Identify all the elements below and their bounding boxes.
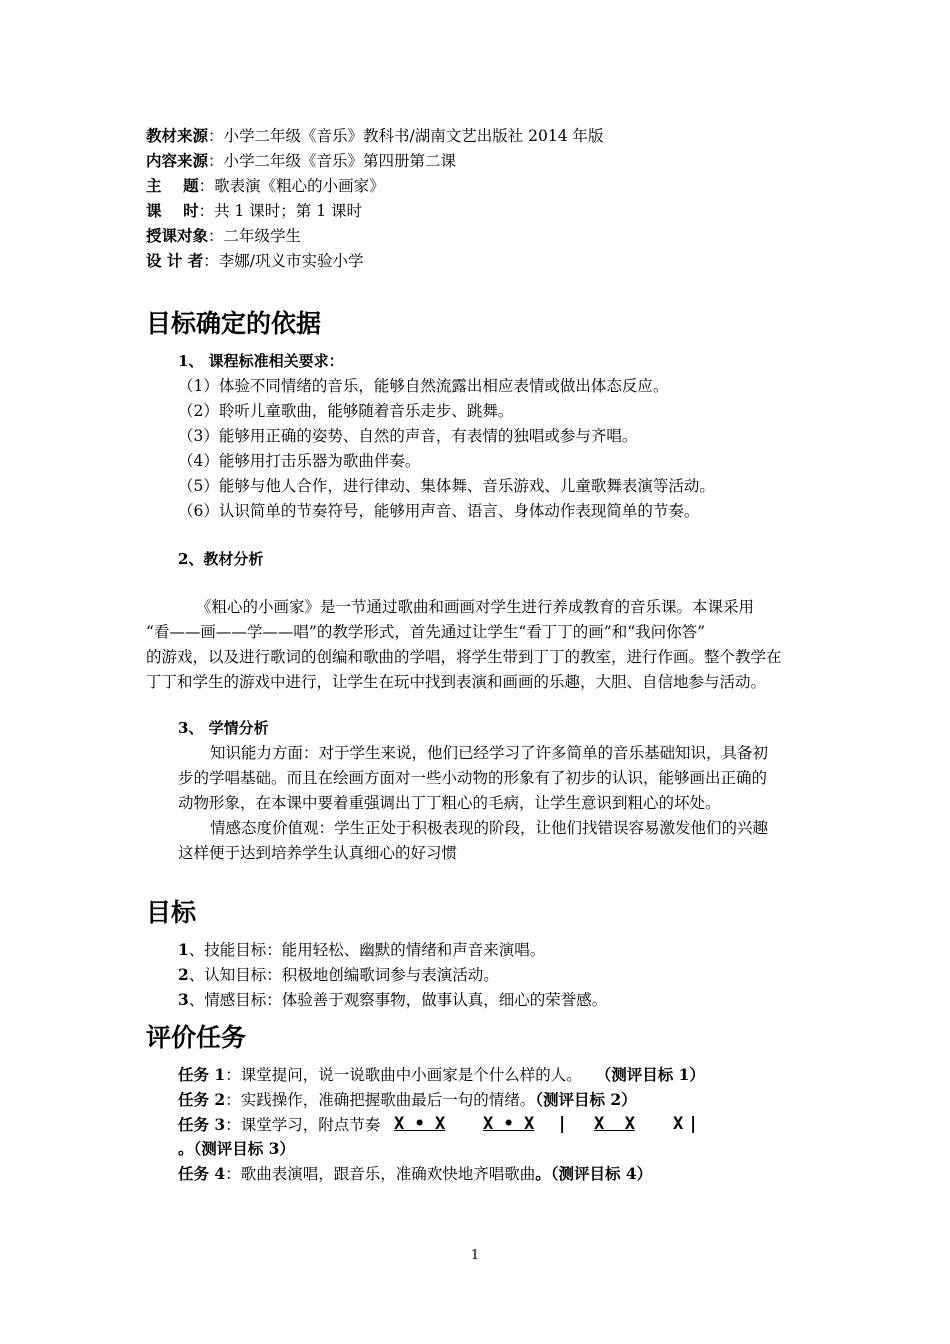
goal-text: 、认知目标：积极地创编歌词参与表演活动。	[188, 966, 499, 984]
goal-item	[178, 989, 607, 1011]
standard-item: （4）能够用打击乐器为歌曲伴奏。	[178, 452, 421, 470]
meta-value: ：二年级学生	[208, 227, 302, 245]
subsection-material-analysis: 2、教材分析	[178, 550, 264, 568]
standard-item: （2）聆听儿童歌曲，能够随着音乐走步、跳舞。	[178, 402, 514, 420]
meta-value: ：小学二年级《音乐》教科书/湖南文艺出版社 2014 年版	[208, 127, 604, 145]
task-label: 任务 1	[178, 1065, 226, 1084]
meta-label: 内容来源	[146, 151, 209, 170]
goal-text: 、技能目标：能用轻松、幽默的情绪和声音来演唱。	[188, 941, 546, 959]
rhythm-note-dotted-1: X • X	[394, 1114, 446, 1134]
rhythm-barline: |	[557, 1114, 568, 1134]
task-4	[178, 1163, 652, 1185]
meta-value: ：李娜/巩义市实验小学	[203, 252, 364, 270]
subsection-standards: 1、 课程标准相关要求：	[178, 352, 344, 370]
task-label: 任务 3	[178, 1115, 226, 1134]
learner-line: 动物形象，在本课中要着重强调出丁丁粗心的毛病，让学生意识到粗心的坏处。	[178, 794, 721, 812]
meta-topic	[146, 175, 385, 197]
rhythm-note-pair: X X	[594, 1114, 635, 1134]
meta-source	[146, 125, 604, 147]
standard-item: （6）认识简单的节奏符号，能够用声音、语言、身体动作表现简单的节奏。	[178, 502, 700, 520]
task-label: 任务 4	[178, 1164, 226, 1183]
goal-number: 3	[178, 990, 189, 1009]
section-title-basis: 目标确定的依据	[146, 309, 322, 338]
task-text: ：实践操作，准确把握歌曲最后一句的情绪。	[225, 1091, 536, 1109]
task-period: 。	[535, 1164, 551, 1183]
section-title-assessment: 评价任务	[146, 1023, 247, 1052]
meta-content	[146, 150, 456, 172]
meta-label: 课 时	[146, 201, 199, 220]
meta-designer	[146, 250, 364, 272]
task-2	[178, 1089, 637, 1111]
analysis-line: “看——画——学——唱”的教学形式，首先通过让学生“看丁丁的画”和“我问你答”	[146, 623, 706, 641]
goal-item	[178, 939, 545, 961]
standard-item: （3）能够用正确的姿势、自然的声音，有表情的独唱或参与齐唱。	[178, 427, 638, 445]
meta-label: 主 题	[146, 176, 199, 195]
task-label: 任务 2	[178, 1090, 226, 1109]
task-3	[178, 1114, 380, 1136]
learner-line: 步的学唱基础。而且在绘画方面对一些小动物的形象有了初步的认识，能够画出正确的	[178, 769, 768, 787]
task-text: ：课堂学习，附点节奏	[225, 1116, 381, 1134]
rhythm-note-single: X	[673, 1114, 684, 1134]
goal-number: 2	[178, 965, 189, 984]
standard-item: （5）能够与他人合作，进行律动、集体舞、音乐游戏、儿童歌舞表演等活动。	[178, 477, 715, 495]
learner-line: 这样便于达到培养学生认真细心的好习惯	[178, 844, 458, 862]
section-title-goals: 目标	[146, 898, 197, 927]
task-3-tag: 。（测评目标 3）	[178, 1139, 295, 1158]
task-tag: （测评目标 2）	[535, 1090, 637, 1109]
task-text: ：歌曲表演唱，跟音乐，准确欢快地齐唱歌曲	[225, 1165, 536, 1183]
analysis-line: 《粗心的小画家》是一节通过歌曲和画画对学生进行养成教育的音乐课。本课采用	[196, 598, 755, 616]
meta-periods	[146, 200, 362, 222]
subsection-learner-analysis: 3、 学情分析	[178, 719, 269, 737]
goal-item	[178, 964, 499, 986]
meta-label: 教材来源	[146, 126, 209, 145]
page-number: 1	[470, 1248, 480, 1263]
goal-number: 1	[178, 940, 189, 959]
analysis-line: 丁丁和学生的游戏中进行，让学生在玩中找到表演和画画的乐趣，大胆、自信地参与活动。	[146, 673, 767, 691]
meta-audience	[146, 225, 301, 247]
meta-value: ：歌表演《粗心的小画家》	[198, 177, 385, 195]
task-tag: （测评目标 4）	[550, 1164, 653, 1183]
rhythm-barline: |	[688, 1114, 699, 1134]
standard-item: （1）体验不同情绪的音乐，能够自然流露出相应表情或做出体态反应。	[178, 377, 669, 395]
rhythm-note-dotted-2: X • X	[483, 1114, 535, 1134]
task-text: ：课堂提问，说一说歌曲中小画家是个什么样的人。	[225, 1066, 582, 1084]
task-tag: （测评目标 1）	[595, 1065, 705, 1084]
analysis-line: 的游戏，以及进行歌词的创编和歌曲的学唱，将学生带到丁丁的教室，进行作画。整个教学在	[146, 648, 782, 666]
meta-value: ：共 1 课时；第 1 课时	[198, 202, 363, 220]
learner-line: 知识能力方面：对于学生来说，他们已经学习了许多简单的音乐基础知识，具备初	[210, 744, 769, 762]
task-1	[178, 1064, 705, 1086]
meta-value: ：小学二年级《音乐》第四册第二课	[208, 152, 457, 170]
goal-text: 、情感目标：体验善于观察事物，做事认真，细心的荣誉感。	[188, 991, 608, 1009]
learner-line: 情感态度价值观：学生正处于积极表现的阶段，让他们找错误容易激发他们的兴趣	[210, 819, 769, 837]
meta-label: 授课对象	[146, 226, 209, 245]
meta-label: 设 计 者	[146, 251, 204, 270]
